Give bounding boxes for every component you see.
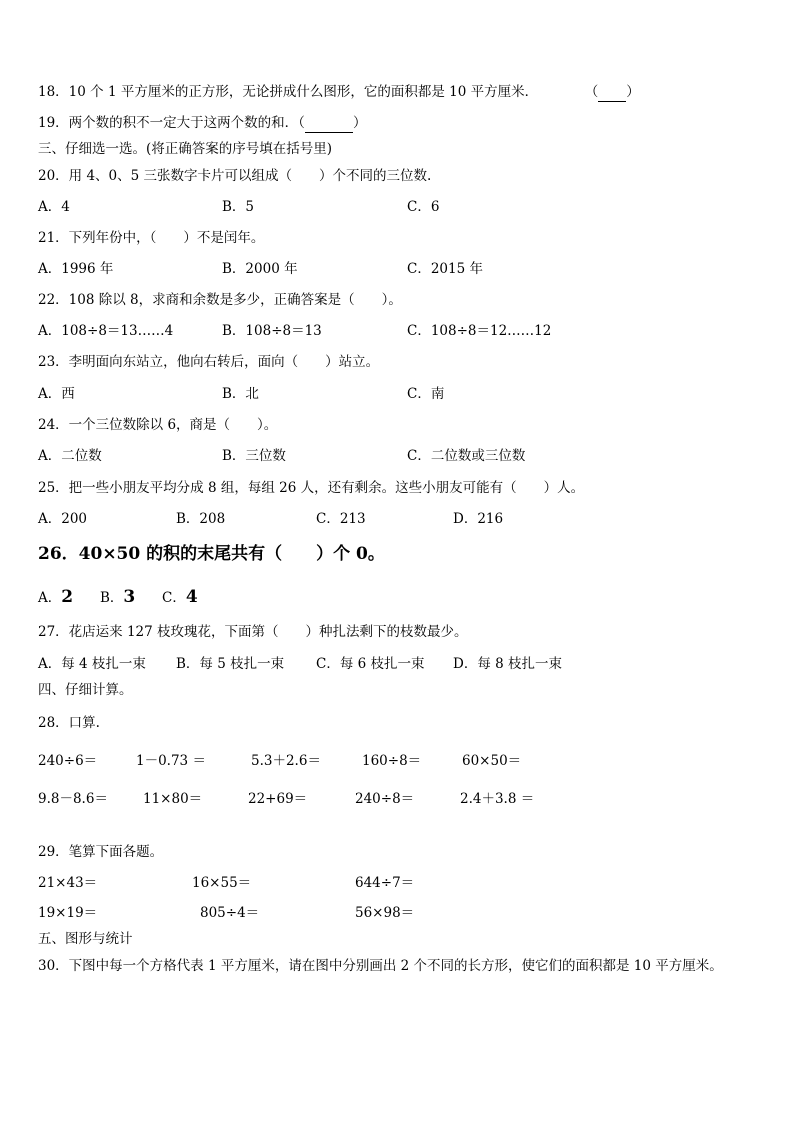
option-d[interactable]: D．216 bbox=[453, 511, 504, 527]
option-b[interactable]: B．北 bbox=[222, 386, 259, 402]
paren-close: ） bbox=[352, 115, 367, 131]
mental-math-item: 9.8－8.6＝ bbox=[38, 791, 108, 807]
question-18 bbox=[38, 83, 640, 102]
question-27: 27．花店运来 127 枝玫瑰花，下面第（ ）种扎法剩下的枝数最少。 bbox=[38, 624, 468, 640]
answer-blank[interactable] bbox=[598, 83, 626, 102]
option-c[interactable]: C．二位数或三位数 bbox=[407, 448, 526, 464]
option-b[interactable] bbox=[100, 586, 135, 609]
paren-close: ） bbox=[626, 84, 640, 100]
option-a[interactable]: A．二位数 bbox=[38, 448, 102, 464]
written-calc-item: 16×55＝ bbox=[192, 875, 252, 891]
mental-math-item: 2.4＋3.8 ＝ bbox=[460, 791, 535, 807]
question-29: 29．笔算下面各题。 bbox=[38, 844, 164, 860]
written-calc-item: 805÷4＝ bbox=[200, 905, 260, 921]
option-a[interactable]: A．1996 年 bbox=[38, 261, 114, 277]
question-19 bbox=[38, 114, 366, 133]
option-b[interactable]: B．三位数 bbox=[222, 448, 286, 464]
option-c[interactable]: C．2015 年 bbox=[407, 261, 483, 277]
option-label: B． bbox=[100, 590, 124, 606]
option-a[interactable]: A．每 4 枝扎一束 bbox=[38, 656, 146, 672]
mental-math-item: 160÷8＝ bbox=[362, 753, 422, 769]
option-a[interactable]: A．西 bbox=[38, 386, 75, 402]
question-24: 24．一个三位数除以 6，商是（ ）。 bbox=[38, 417, 278, 433]
question-18-text: 18．10 个 1 平方厘米的正方形，无论拼成什么图形，它的面积都是 10 平方厘米． bbox=[38, 84, 539, 100]
option-a[interactable]: A．200 bbox=[38, 511, 88, 527]
question-25: 25．把一些小朋友平均分成 8 组，每组 26 人，还有剩余。这些小朋友可能有（ ）人。 bbox=[38, 480, 585, 496]
option-b[interactable]: B．每 5 枝扎一束 bbox=[176, 656, 285, 672]
mental-math-item: 5.3＋2.6＝ bbox=[251, 753, 321, 769]
option-a[interactable]: A．4 bbox=[38, 199, 70, 215]
option-c[interactable] bbox=[162, 586, 198, 609]
option-label: C． bbox=[162, 590, 186, 606]
question-20: 20．用 4、0、5 三张数字卡片可以组成（ ）个不同的三位数. bbox=[38, 168, 432, 184]
option-a[interactable]: A．108÷8＝13……4 bbox=[38, 323, 174, 339]
option-c[interactable]: C．108÷8＝12……12 bbox=[407, 323, 552, 339]
option-c[interactable]: C．213 bbox=[316, 511, 366, 527]
answer-blank[interactable] bbox=[305, 114, 353, 133]
mental-math-item: 1－0.73 ＝ bbox=[136, 753, 206, 769]
mental-math-item: 22+69＝ bbox=[248, 791, 308, 807]
written-calc-item: 21×43＝ bbox=[38, 875, 98, 891]
mental-math-item: 11×80＝ bbox=[143, 791, 203, 807]
question-23: 23．李明面向东站立，他向右转后，面向（ ）站立。 bbox=[38, 354, 380, 370]
section-4-heading: 四、仔细计算。 bbox=[38, 682, 133, 698]
written-calc-item: 56×98＝ bbox=[355, 905, 415, 921]
written-calc-item: 19×19＝ bbox=[38, 905, 98, 921]
option-b[interactable]: B．2000 年 bbox=[222, 261, 298, 277]
question-19-text: 19．两个数的积不一定大于这两个数的和．（ bbox=[38, 115, 305, 131]
mental-math-item: 60×50＝ bbox=[462, 753, 522, 769]
option-c[interactable]: C．每 6 枝扎一束 bbox=[316, 656, 425, 672]
question-30: 30．下图中每一个方格代表 1 平方厘米，请在图中分别画出 2 个不同的长方形，使它们的面积都是 10 平方厘米。 bbox=[38, 958, 723, 974]
section-5-heading: 五、图形与统计 bbox=[38, 931, 133, 947]
option-c[interactable]: C．南 bbox=[407, 386, 445, 402]
option-value: 2 bbox=[61, 587, 74, 607]
question-26: 26．40×50 的积的末尾共有（ ）个 0。 bbox=[38, 544, 385, 564]
option-b[interactable]: B．108÷8＝13 bbox=[222, 323, 322, 339]
written-calc-item: 644÷7＝ bbox=[355, 875, 415, 891]
option-value: 4 bbox=[185, 587, 198, 607]
mental-math-item: 240÷6＝ bbox=[38, 753, 98, 769]
option-label: A． bbox=[38, 590, 62, 606]
option-c[interactable]: C．6 bbox=[407, 199, 440, 215]
question-28: 28．口算. bbox=[38, 715, 100, 731]
option-b[interactable]: B．208 bbox=[176, 511, 226, 527]
option-value: 3 bbox=[123, 587, 136, 607]
paren-open: （ bbox=[584, 84, 599, 100]
section-3-heading: 三、仔细选一选。(将正确答案的序号填在括号里) bbox=[38, 141, 333, 157]
mental-math-item: 240÷8＝ bbox=[355, 791, 415, 807]
question-21: 21．下列年份中，（ ）不是闰年。 bbox=[38, 230, 265, 246]
option-d[interactable]: D．每 8 枝扎一束 bbox=[453, 656, 562, 672]
option-b[interactable]: B．5 bbox=[222, 199, 255, 215]
question-22: 22．108 除以 8，求商和余数是多少，正确答案是（ ）。 bbox=[38, 292, 402, 308]
option-a[interactable] bbox=[38, 586, 73, 609]
